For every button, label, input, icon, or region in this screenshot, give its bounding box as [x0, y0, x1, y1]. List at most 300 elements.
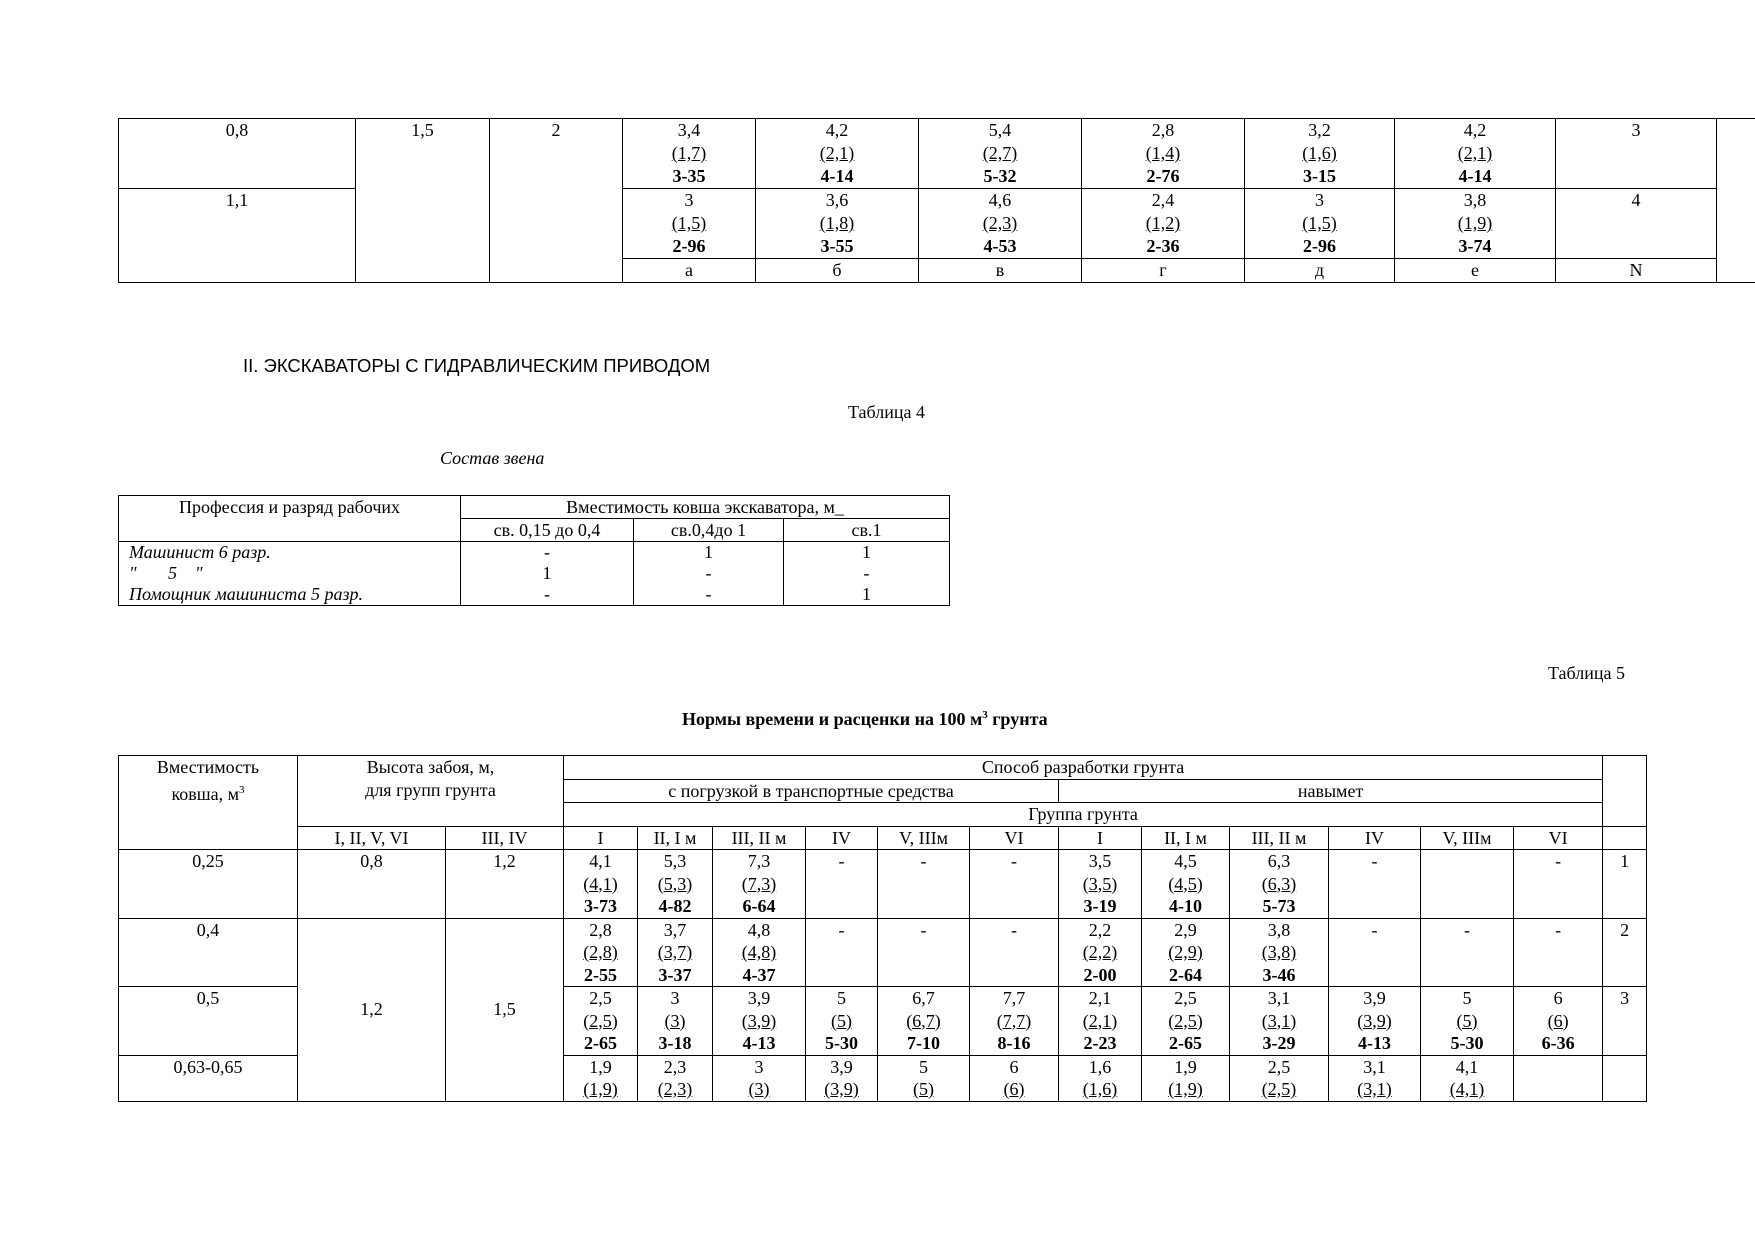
value-cell	[1230, 850, 1329, 919]
worker-count: -	[705, 584, 712, 604]
value-rate: 2-64	[1169, 964, 1202, 985]
value-rate: 2-65	[1169, 1033, 1202, 1053]
subheader-group: V, IIIм	[1421, 826, 1514, 850]
value-norm: 1,9	[589, 1056, 612, 1077]
value-norm-bracket	[1331, 941, 1418, 962]
value-norm-bracket: (2,5)	[1168, 1010, 1203, 1031]
value-norm: 1,9	[1174, 1056, 1197, 1077]
value-cell	[1514, 918, 1603, 987]
value-norm-bracket: (2,8)	[583, 942, 618, 962]
table-row	[119, 119, 1755, 189]
header-loading: с погрузкой в транспортные средства	[564, 779, 1059, 803]
value-norm-bracket: (2,3)	[657, 1079, 693, 1099]
value-norm-bracket: (2,5)	[583, 1010, 618, 1031]
subheader-blank	[1603, 826, 1647, 850]
column-letter: б	[756, 259, 919, 283]
value-rate	[880, 894, 967, 915]
table5-title-sup: 3	[982, 709, 988, 721]
value-norm-bracket: (7,7)	[996, 1010, 1032, 1031]
value-norm: 3,1	[1267, 988, 1291, 1008]
value-cell	[1142, 918, 1230, 987]
header-capacity-line2	[121, 779, 295, 806]
value-cell	[1395, 189, 1556, 259]
value-cell	[919, 119, 1082, 189]
subheader-group: II, I м	[1142, 826, 1230, 850]
value-cell	[564, 1055, 638, 1101]
value-rate: 4-14	[1458, 166, 1492, 186]
capacity-cell: 0,5	[119, 987, 298, 1056]
value-norm: 5	[919, 1056, 928, 1077]
header-method: Способ разработки грунта	[564, 756, 1603, 780]
value-norm-bracket: (6,3)	[1261, 873, 1297, 894]
value-norm: 3,8	[1463, 190, 1487, 210]
value-norm-bracket	[1423, 941, 1511, 962]
value-norm	[1516, 1056, 1600, 1077]
value-rate: 7-10	[907, 1033, 940, 1053]
value-rate: 2-76	[1146, 166, 1180, 186]
value-cell	[1059, 1055, 1142, 1101]
header-height	[298, 756, 564, 827]
value-norm: 2,9	[1174, 919, 1197, 940]
value-cell	[806, 987, 878, 1056]
value-norm-bracket	[1516, 1077, 1600, 1098]
value-norm-bracket	[1516, 873, 1600, 894]
subheader-group: III, II м	[713, 826, 806, 850]
value-cell	[638, 1055, 713, 1101]
worker-count: 1	[704, 542, 713, 562]
row-number: 4	[1556, 189, 1717, 259]
value-norm: 2,3	[663, 1056, 687, 1077]
row-number	[1603, 1055, 1647, 1101]
height-cell: 1,5	[446, 918, 564, 1101]
header-cap-range: св.1	[784, 519, 950, 542]
subheader-group: IV	[1329, 826, 1421, 850]
value-norm: 3,9	[747, 988, 771, 1008]
header-capacity	[119, 756, 298, 827]
value-norm-bracket	[972, 873, 1056, 894]
worker-name: Помощник машиниста 5 разр.	[129, 584, 363, 604]
value-cell	[713, 1055, 806, 1101]
value-rate: 2-65	[584, 1033, 617, 1053]
value-norm-bracket: (1,9)	[1168, 1079, 1203, 1099]
value-norm: 2,5	[1174, 988, 1197, 1008]
header-profession: Профессия и разряд рабочих	[119, 496, 461, 542]
value-cell	[713, 918, 806, 987]
value-cell	[638, 850, 713, 919]
value-rate	[808, 894, 875, 915]
worker-count: 1	[862, 584, 872, 604]
value-cell	[1230, 918, 1329, 987]
value-cell	[1245, 119, 1395, 189]
value-rate: 4-13	[742, 1033, 776, 1053]
header-dump: навымет	[1059, 779, 1603, 803]
value-cell	[1059, 918, 1142, 987]
column-letter: г	[1082, 259, 1245, 283]
header-cap-range: св.0,4до 1	[634, 519, 784, 542]
value-norm-bracket: (5)	[1456, 1010, 1478, 1031]
value-norm: 3	[670, 988, 680, 1008]
value-norm-bracket: (1,6)	[1082, 1079, 1118, 1099]
value-cell	[878, 850, 970, 919]
value-cell	[970, 918, 1059, 987]
value-norm: 6,7	[912, 988, 935, 1008]
value-norm: 1,6	[1088, 1056, 1112, 1077]
value-cell	[1059, 850, 1142, 919]
value-rate: 2-36	[1146, 236, 1180, 256]
value-cell	[1329, 918, 1421, 987]
value-norm: 6,3	[1267, 851, 1291, 871]
value-norm-bracket	[880, 941, 967, 962]
value-cell	[1142, 850, 1230, 919]
height-cell: 1,2	[446, 850, 564, 919]
value-norm-bracket: (1,8)	[819, 213, 855, 233]
table5-label: Таблица 5	[1548, 663, 1625, 683]
subheader-group: II, I м	[638, 826, 713, 850]
value-norm-bracket: (1,5)	[671, 213, 707, 233]
value-norm-bracket: (5)	[913, 1079, 934, 1099]
value-norm: 2,5	[589, 988, 612, 1008]
value-cell	[919, 189, 1082, 259]
value-rate: 4-82	[658, 896, 692, 916]
capacity-cell: 0,25	[119, 850, 298, 919]
column-letter: а	[623, 259, 756, 283]
value-rate	[1423, 892, 1511, 913]
value-norm-bracket: (2,3)	[982, 213, 1018, 233]
value-norm: 3,2	[1308, 120, 1331, 140]
header-capacity-sup: 3	[239, 783, 245, 796]
time-norms-table	[118, 755, 1647, 1102]
value-norm-bracket: (3,5)	[1082, 873, 1118, 894]
value-norm: 4,1	[1455, 1056, 1479, 1077]
table5-title-text: Нормы времени и расценки на 100 м	[682, 709, 983, 729]
worker-count: 1	[542, 563, 552, 583]
value-norm: 6	[1009, 1056, 1019, 1077]
value-norm: 2,8	[589, 919, 612, 940]
value-rate: 3-37	[658, 964, 692, 985]
value-cell	[1421, 1055, 1514, 1101]
value-norm-bracket	[1423, 871, 1511, 892]
section-title: II. ЭКСКАВАТОРЫ С ГИДРАВЛИЧЕСКИМ ПРИВОДОМ	[243, 355, 711, 376]
value-norm-bracket	[1516, 941, 1600, 962]
value-norm: 5,4	[988, 120, 1012, 140]
height-cell: 2	[490, 119, 623, 283]
worker-count: -	[863, 563, 870, 583]
column-letter: N	[1556, 259, 1717, 283]
value-cell	[756, 119, 919, 189]
value-cell	[1142, 1055, 1230, 1101]
value-rate	[1331, 894, 1418, 915]
value-cell	[878, 1055, 970, 1101]
value-cell	[970, 850, 1059, 919]
value-norm-bracket: (1,5)	[1302, 213, 1337, 233]
value-cell	[1514, 850, 1603, 919]
value-norm-bracket: (1,9)	[583, 1079, 618, 1099]
header-soil-group: Группа грунта	[564, 803, 1603, 827]
value-norm-bracket: (3,1)	[1261, 1010, 1297, 1031]
value-norm-bracket: (2,7)	[982, 143, 1018, 163]
capacity-cell: 0,8	[119, 119, 356, 189]
value-cell	[806, 1055, 878, 1101]
value-cell	[1059, 987, 1142, 1056]
value-norm-bracket	[880, 873, 967, 894]
value-rate: 3-74	[1458, 236, 1492, 256]
value-rate: 3-46	[1262, 964, 1296, 985]
value-cell	[1329, 987, 1421, 1056]
value-cell	[564, 918, 638, 987]
row-number: 3	[1556, 119, 1717, 189]
value-cell	[878, 918, 970, 987]
value-cell	[1514, 987, 1603, 1056]
value-norm-bracket: (2,9)	[1168, 942, 1203, 962]
value-cell	[1245, 189, 1395, 259]
value-norm-bracket: (3,1)	[1357, 1079, 1392, 1099]
value-rate: 6-36	[1541, 1033, 1575, 1053]
top-norms-table	[118, 118, 1755, 283]
subheader-group: III, II м	[1230, 826, 1329, 850]
table-row	[119, 850, 1647, 919]
value-norm-bracket: (4,1)	[1449, 1079, 1485, 1099]
value-norm-bracket: (1,7)	[671, 143, 707, 163]
value-norm: -	[1371, 919, 1378, 940]
value-norm: -	[838, 851, 845, 871]
value-rate	[972, 962, 1056, 983]
value-rate: 3-55	[820, 236, 854, 256]
value-cell	[1142, 987, 1230, 1056]
value-norm-bracket: (6,7)	[906, 1010, 941, 1031]
value-cell	[638, 987, 713, 1056]
value-cell	[1395, 119, 1556, 189]
value-norm: 6	[1553, 988, 1563, 1008]
value-norm-bracket: (3,9)	[741, 1010, 777, 1031]
value-rate: 2-96	[672, 236, 706, 256]
value-norm: -	[1555, 919, 1562, 940]
capacity-cell: 1,1	[119, 189, 356, 283]
value-norm: 7,3	[747, 851, 771, 871]
value-cell	[1329, 1055, 1421, 1101]
value-norm: 4,2	[825, 120, 849, 140]
height-cell: 1,2	[298, 918, 446, 1101]
value-norm: 5	[837, 988, 846, 1008]
value-norm-bracket: (3)	[748, 1079, 770, 1099]
value-rate	[972, 894, 1056, 915]
value-cell	[970, 1055, 1059, 1101]
value-norm: 4,8	[747, 919, 771, 940]
value-cell	[1230, 987, 1329, 1056]
crew-composition-table	[118, 495, 950, 606]
value-rate	[1423, 962, 1511, 983]
value-rate	[808, 962, 875, 983]
value-norm-bracket: (2,5)	[1261, 1079, 1297, 1099]
value-cell	[806, 918, 878, 987]
value-rate: 4-37	[742, 964, 776, 985]
subheader-group: IV	[806, 826, 878, 850]
value-rate	[1516, 962, 1600, 983]
worker-name: Машинист 6 разр.	[129, 542, 271, 562]
value-norm: 3,5	[1088, 851, 1112, 871]
value-norm: 3,4	[677, 120, 701, 140]
value-rate: 3-15	[1303, 166, 1336, 186]
header-capacity-line1: Вместимость	[156, 757, 260, 777]
row-number: 3	[1603, 987, 1647, 1056]
height-cell: 0,8	[298, 850, 446, 919]
value-rate: 4-13	[1358, 1033, 1391, 1053]
table5-title	[682, 709, 1048, 730]
value-cell	[713, 850, 806, 919]
value-rate: 4-53	[983, 236, 1017, 256]
value-norm: 4,2	[1463, 120, 1487, 140]
worker-count: -	[544, 542, 550, 562]
row-number: 2	[1603, 918, 1647, 987]
value-rate: 6-64	[742, 896, 776, 916]
value-norm: 3,1	[1363, 1056, 1386, 1077]
value-norm: 4,6	[988, 190, 1012, 210]
value-cell	[970, 987, 1059, 1056]
value-norm: -	[920, 851, 927, 871]
value-norm-bracket: (3)	[664, 1010, 686, 1031]
value-norm-bracket: (2,1)	[1082, 1010, 1118, 1031]
value-norm-bracket: (1,4)	[1145, 143, 1181, 163]
value-rate: 4-10	[1169, 896, 1202, 916]
value-rate: 5-73	[1262, 896, 1296, 916]
value-norm-bracket: (1,6)	[1302, 143, 1337, 163]
value-cell	[1421, 850, 1514, 919]
value-norm-bracket	[972, 941, 1056, 962]
value-cell	[756, 189, 919, 259]
value-rate: 3-29	[1262, 1033, 1296, 1053]
worker-count: -	[705, 563, 712, 583]
value-norm-bracket: (6)	[1547, 1010, 1569, 1031]
value-norm-bracket	[808, 941, 875, 962]
value-norm: 2,8	[1151, 120, 1175, 140]
value-rate: 5-32	[983, 166, 1017, 186]
value-norm-bracket: (3,9)	[1357, 1010, 1392, 1031]
value-cell	[623, 119, 756, 189]
subheader-group: VI	[1514, 826, 1603, 850]
subheader-group: V, IIIм	[878, 826, 970, 850]
value-cell	[1082, 119, 1245, 189]
value-cell	[638, 918, 713, 987]
value-norm: 2,2	[1088, 919, 1112, 940]
value-norm: -	[1371, 851, 1378, 871]
subheader-blank	[119, 826, 298, 850]
value-cell	[1230, 1055, 1329, 1101]
value-norm	[1423, 850, 1511, 871]
value-norm: 3	[684, 190, 694, 210]
value-norm: 2,4	[1151, 190, 1175, 210]
value-cell	[623, 189, 756, 259]
table5-title-end: грунта	[987, 709, 1048, 729]
value-norm: -	[1464, 919, 1470, 940]
worker-count: 1	[862, 542, 872, 562]
value-rate	[1331, 962, 1418, 983]
header-capacity: Вместимость ковша экскаватора, м_	[461, 496, 950, 519]
header-capacity-text: ковша, м	[171, 783, 240, 804]
value-norm-bracket	[808, 873, 875, 894]
value-norm-bracket: (2,1)	[1457, 143, 1493, 163]
capacity-cell: 0,4	[119, 918, 298, 987]
value-norm-bracket: (4,1)	[583, 873, 618, 894]
column-letter: д	[1245, 259, 1395, 283]
value-norm: -	[1011, 919, 1017, 940]
value-norm: 5	[1462, 988, 1472, 1008]
value-norm: 3	[1315, 190, 1324, 210]
value-norm-bracket: (3,9)	[824, 1079, 859, 1099]
value-rate: 4-14	[820, 166, 854, 186]
value-cell	[1421, 987, 1514, 1056]
value-rate: 3-73	[584, 896, 617, 916]
value-cell	[1421, 918, 1514, 987]
value-norm-bracket: (1,2)	[1145, 213, 1181, 233]
value-cell	[713, 987, 806, 1056]
header-n-blank	[1603, 756, 1647, 827]
value-norm: 4,5	[1174, 851, 1197, 871]
header-height-line2: для групп грунта	[365, 779, 496, 800]
value-cell	[1514, 1055, 1603, 1101]
value-norm-bracket: (6)	[1003, 1079, 1025, 1099]
table-row	[119, 918, 1647, 987]
value-norm: 3,9	[830, 1056, 853, 1077]
value-norm: 3,9	[1363, 988, 1386, 1008]
capacity-cell: 0,63-0,65	[119, 1055, 298, 1101]
subheader-group: I, II, V, VI	[298, 826, 446, 850]
value-cell	[806, 850, 878, 919]
value-norm: 3,7	[663, 919, 687, 940]
value-rate: 2-55	[584, 964, 617, 985]
value-rate: 3-35	[672, 166, 706, 186]
value-norm-bracket: (2,2)	[1082, 942, 1118, 962]
value-norm-bracket: (5)	[831, 1010, 852, 1031]
value-norm-bracket: (3,8)	[1261, 942, 1297, 962]
value-cell	[564, 850, 638, 919]
value-cell	[878, 987, 970, 1056]
value-norm-bracket: (3,7)	[657, 942, 693, 962]
column-letter: е	[1395, 259, 1556, 283]
value-norm-bracket	[1331, 873, 1418, 894]
value-norm-bracket: (2,1)	[819, 143, 855, 163]
subheader-group: III, IV	[446, 826, 564, 850]
value-rate: 2-96	[1303, 236, 1336, 256]
value-norm-bracket: (1,9)	[1457, 213, 1493, 233]
value-cell	[1082, 189, 1245, 259]
value-norm: 2,5	[1267, 1056, 1291, 1077]
row-number: 1	[1603, 850, 1647, 919]
value-norm: 2,1	[1088, 988, 1112, 1008]
header-height-line1: Высота забоя, м,	[366, 757, 495, 777]
value-rate: 3-19	[1083, 896, 1117, 916]
table4-title: Состав звена	[440, 448, 545, 468]
value-rate: 5-30	[825, 1033, 858, 1053]
value-rate: 2-23	[1083, 1033, 1117, 1053]
value-norm: -	[1011, 851, 1017, 871]
subheader-group: I	[1059, 826, 1142, 850]
value-norm: 3	[754, 1056, 764, 1077]
subheader-group: VI	[970, 826, 1059, 850]
subheader-group: I	[564, 826, 638, 850]
value-norm: 7,7	[1002, 988, 1026, 1008]
value-norm: 4,1	[589, 851, 612, 871]
worker-name: " 5 "	[129, 563, 203, 583]
value-cell	[564, 987, 638, 1056]
value-rate: 5-30	[1450, 1033, 1484, 1053]
value-norm-bracket: (7,3)	[741, 873, 777, 894]
height-cell: 1,5	[356, 119, 490, 283]
value-cell	[1329, 850, 1421, 919]
value-rate	[1516, 894, 1600, 915]
value-norm: 3,8	[1267, 919, 1291, 940]
value-rate: 2-00	[1083, 964, 1117, 985]
header-cap-range: св. 0,15 до 0,4	[461, 519, 634, 542]
worker-count: -	[544, 584, 550, 604]
